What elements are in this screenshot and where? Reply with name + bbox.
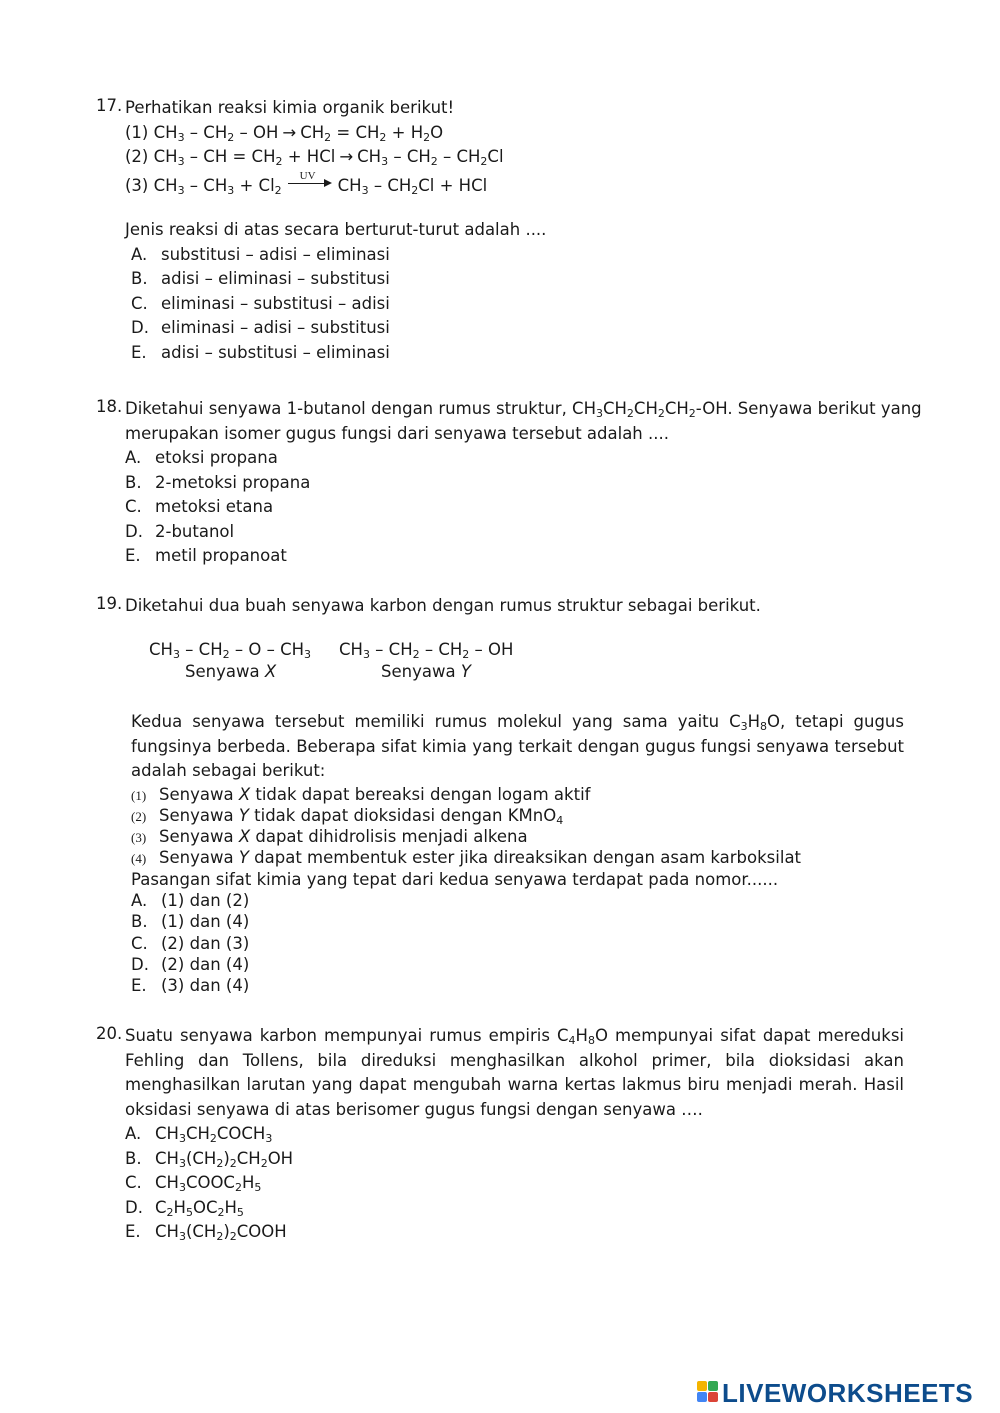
option-c[interactable]: C. $CH_3COOC_2H_5$: [125, 1173, 262, 1194]
question-paragraph: Kedua senyawa tersebut memiliki rumus molekul yang sama yaitu $C_3H_8O$, tetapi gugus fungsinya berbeda. Beberapa sifat kimia yang terkait dengan gugus fungsi senyawa tersebut adalah sebagai berikut:: [131, 712, 904, 780]
question-number: 20.: [96, 1024, 123, 1043]
option-d[interactable]: D. $C_2H_5OC_2H_5$: [125, 1197, 244, 1219]
question-19-body: [131, 710, 904, 996]
property-2: (2) Senyawa Y tidak dapat dioksidasi dengan KMnO$_4$: [131, 805, 564, 827]
question-paragraph: Suatu senyawa karbon mempunyai rumus empiris $C_4H_8O$ mempunyai sifat dapat mereduksi Fehling dan Tollens, bila direduksi menghasilkan alkohol primer, bila dioksidasi akan menghasilkan larutan yang dapat mengubah warna kertas lakmus biru menjadi merah. Hasil oksidasi senyawa di atas berisomer gugus fungsi dengan senyawa ….: [125, 1026, 904, 1119]
option-d[interactable]: D. (2) dan (4): [131, 954, 250, 974]
option-b[interactable]: B. adisi – eliminasi – substitusi: [131, 269, 390, 288]
question-number: 19.: [96, 594, 123, 613]
option-c[interactable]: C. metoksi etana: [125, 497, 274, 516]
reaction-3: (3) $CH_3 - CH_3 + Cl_2$ UV $CH_3 - CH_2Cl$ + HCl: [125, 169, 488, 197]
question-text-line-1: Diketahui senyawa 1-butanol dengan rumus struktur, $CH_3CH_2CH_2CH_2-OH$. Senyawa berikut yang: [125, 399, 922, 420]
compound-y-label: Senyawa Y: [381, 662, 471, 681]
question-intro: Diketahui dua buah senyawa karbon dengan rumus struktur sebagai berikut.: [125, 596, 761, 615]
property-3: (3) Senyawa X dapat dihidrolisis menjadi alkena: [131, 827, 528, 847]
question-text: Pasangan sifat kimia yang tepat dari kedua senyawa terdapat pada nomor......: [131, 869, 779, 889]
question-19: [96, 594, 904, 619]
question-number: 18.: [96, 397, 123, 416]
compound-x-formula: $CH_3 - CH_2$ – O – $CH_3$: [149, 640, 312, 661]
compound-y-formula: $CH_3 - CH_2 - CH_2$ – OH: [339, 640, 514, 661]
option-a[interactable]: A. substitusi – adisi – eliminasi: [131, 244, 390, 264]
option-c[interactable]: C. eliminasi – substitusi – adisi: [131, 293, 390, 313]
question-number: 17.: [96, 96, 123, 115]
option-d[interactable]: D. 2-butanol: [125, 521, 235, 541]
option-d[interactable]: D. eliminasi – adisi – substitusi: [131, 318, 390, 337]
reaction-2: (2) $CH_3$ – CH = $CH_2$ + HCl → $CH_3 - CH_2 - CH_2Cl$: [125, 147, 504, 168]
liveworksheets-logo: [697, 1378, 973, 1408]
option-a[interactable]: A. etoksi propana: [125, 448, 278, 467]
question-text-line-2: merupakan isomer gugus fungsi dari senyawa tersebut adalah ....: [125, 423, 669, 443]
question-text: Jenis reaksi di atas secara berturut-turut adalah ....: [125, 220, 547, 239]
option-e[interactable]: E. $CH_3(CH_2)_2COOH$: [125, 1222, 287, 1243]
question-intro: Perhatikan reaksi kimia organik berikut!: [125, 98, 455, 117]
property-1: (1) Senyawa X tidak dapat bereaksi dengan logam aktif: [131, 784, 591, 804]
option-e[interactable]: E. (3) dan (4): [131, 976, 250, 996]
option-e[interactable]: E. metil propanoat: [125, 546, 287, 565]
reaction-1: (1) $CH_3 - CH_2$ – OH → $CH_2 = CH_2 + H_2O$: [125, 122, 444, 144]
option-a[interactable]: A. $CH_3CH_2COCH_3$: [125, 1124, 273, 1145]
option-b[interactable]: B. (1) dan (4): [131, 912, 250, 932]
uv-arrow-icon: UV: [288, 176, 332, 190]
arrow-icon: →: [282, 122, 297, 142]
option-b[interactable]: B. $CH_3(CH_2)_2CH_2OH$: [125, 1148, 294, 1170]
question-20: [96, 1024, 904, 1245]
compound-x-label: Senyawa X: [185, 662, 277, 681]
option-a[interactable]: A. (1) dan (2): [131, 890, 250, 910]
brand-wordmark: LIVEWORKSHEETS: [722, 1377, 974, 1408]
question-17: [96, 96, 904, 365]
option-b[interactable]: B. 2-metoksi propana: [125, 472, 311, 492]
liveworksheets-logo-icon: [697, 1381, 719, 1405]
arrow-icon: →: [339, 147, 354, 166]
option-e[interactable]: E. adisi – substitusi – eliminasi: [131, 342, 390, 362]
question-18: [96, 397, 922, 569]
property-4: (4) Senyawa Y dapat membentuk ester jika direaksikan dengan asam karboksilat: [131, 848, 802, 868]
option-c[interactable]: C. (2) dan (3): [131, 933, 250, 953]
